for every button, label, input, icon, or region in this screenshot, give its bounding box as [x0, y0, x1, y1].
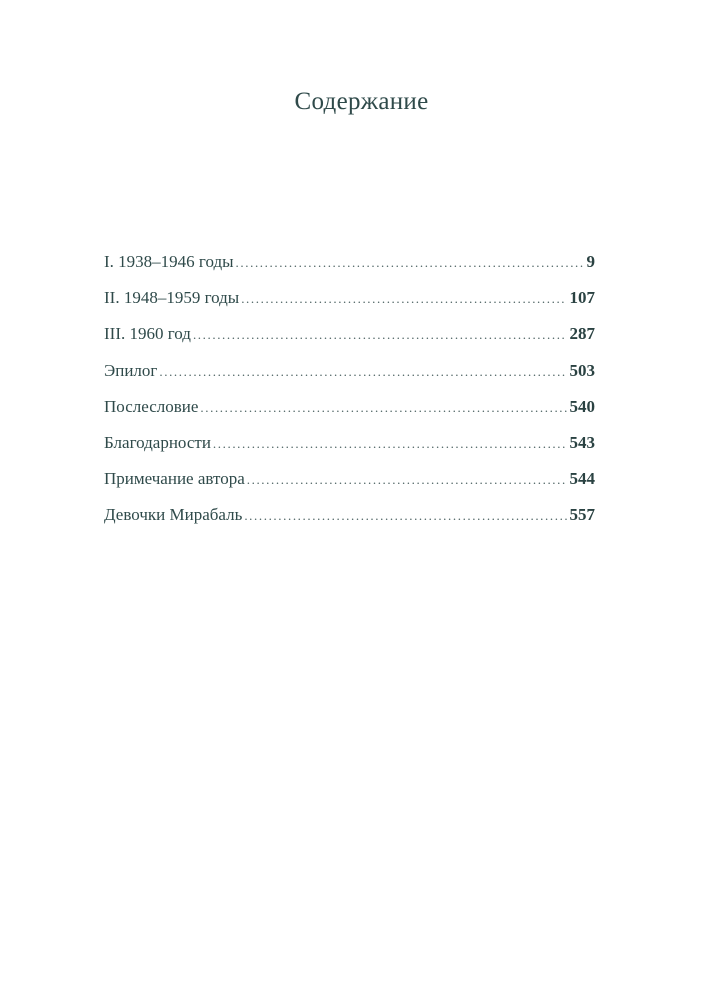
toc-page-number: 544 [569, 469, 595, 489]
toc-dot-leader [244, 508, 566, 524]
toc-page-number: 540 [569, 396, 595, 416]
toc-entry-label: Благодарности [104, 432, 211, 452]
toc-entry-part-2[interactable] [104, 288, 595, 324]
toc-dot-leader [213, 436, 567, 452]
toc-entry-label: Послесловие [104, 396, 199, 416]
toc-entry-part-1[interactable] [104, 252, 595, 288]
toc-page-number: 107 [569, 288, 595, 308]
toc-entry-label: II. 1948–1959 годы [104, 288, 240, 308]
toc-page-number: 287 [569, 324, 595, 344]
toc-entry-author-note[interactable] [104, 469, 595, 505]
toc-entry-label: Примечание автора [104, 469, 245, 489]
toc-entry-label: I. 1938–1946 годы [104, 252, 234, 271]
toc-entry-afterword[interactable] [104, 397, 595, 433]
toc-page-number: 503 [569, 360, 595, 380]
table-of-contents [104, 252, 595, 542]
toc-page-number: 543 [569, 432, 595, 452]
toc-entry-mirabal-girls[interactable] [104, 505, 595, 541]
toc-entry-label: III. 1960 год [104, 324, 191, 344]
toc-dot-leader [236, 255, 584, 271]
toc-entry-label: Девочки Мирабаль [104, 505, 243, 525]
toc-dot-leader [200, 400, 566, 416]
toc-page-number: 9 [586, 252, 595, 271]
toc-entry-epilogue[interactable] [104, 361, 595, 397]
toc-entry-part-3[interactable] [104, 324, 595, 360]
toc-dot-leader [159, 364, 566, 380]
toc-dot-leader [247, 472, 567, 488]
toc-page-number: 557 [569, 505, 595, 525]
page-title: Содержание [294, 88, 429, 115]
toc-entry-label: Эпилог [104, 360, 158, 380]
toc-dot-leader [193, 327, 567, 343]
toc-dot-leader [241, 291, 566, 307]
toc-entry-acknowledgements[interactable] [104, 433, 595, 469]
